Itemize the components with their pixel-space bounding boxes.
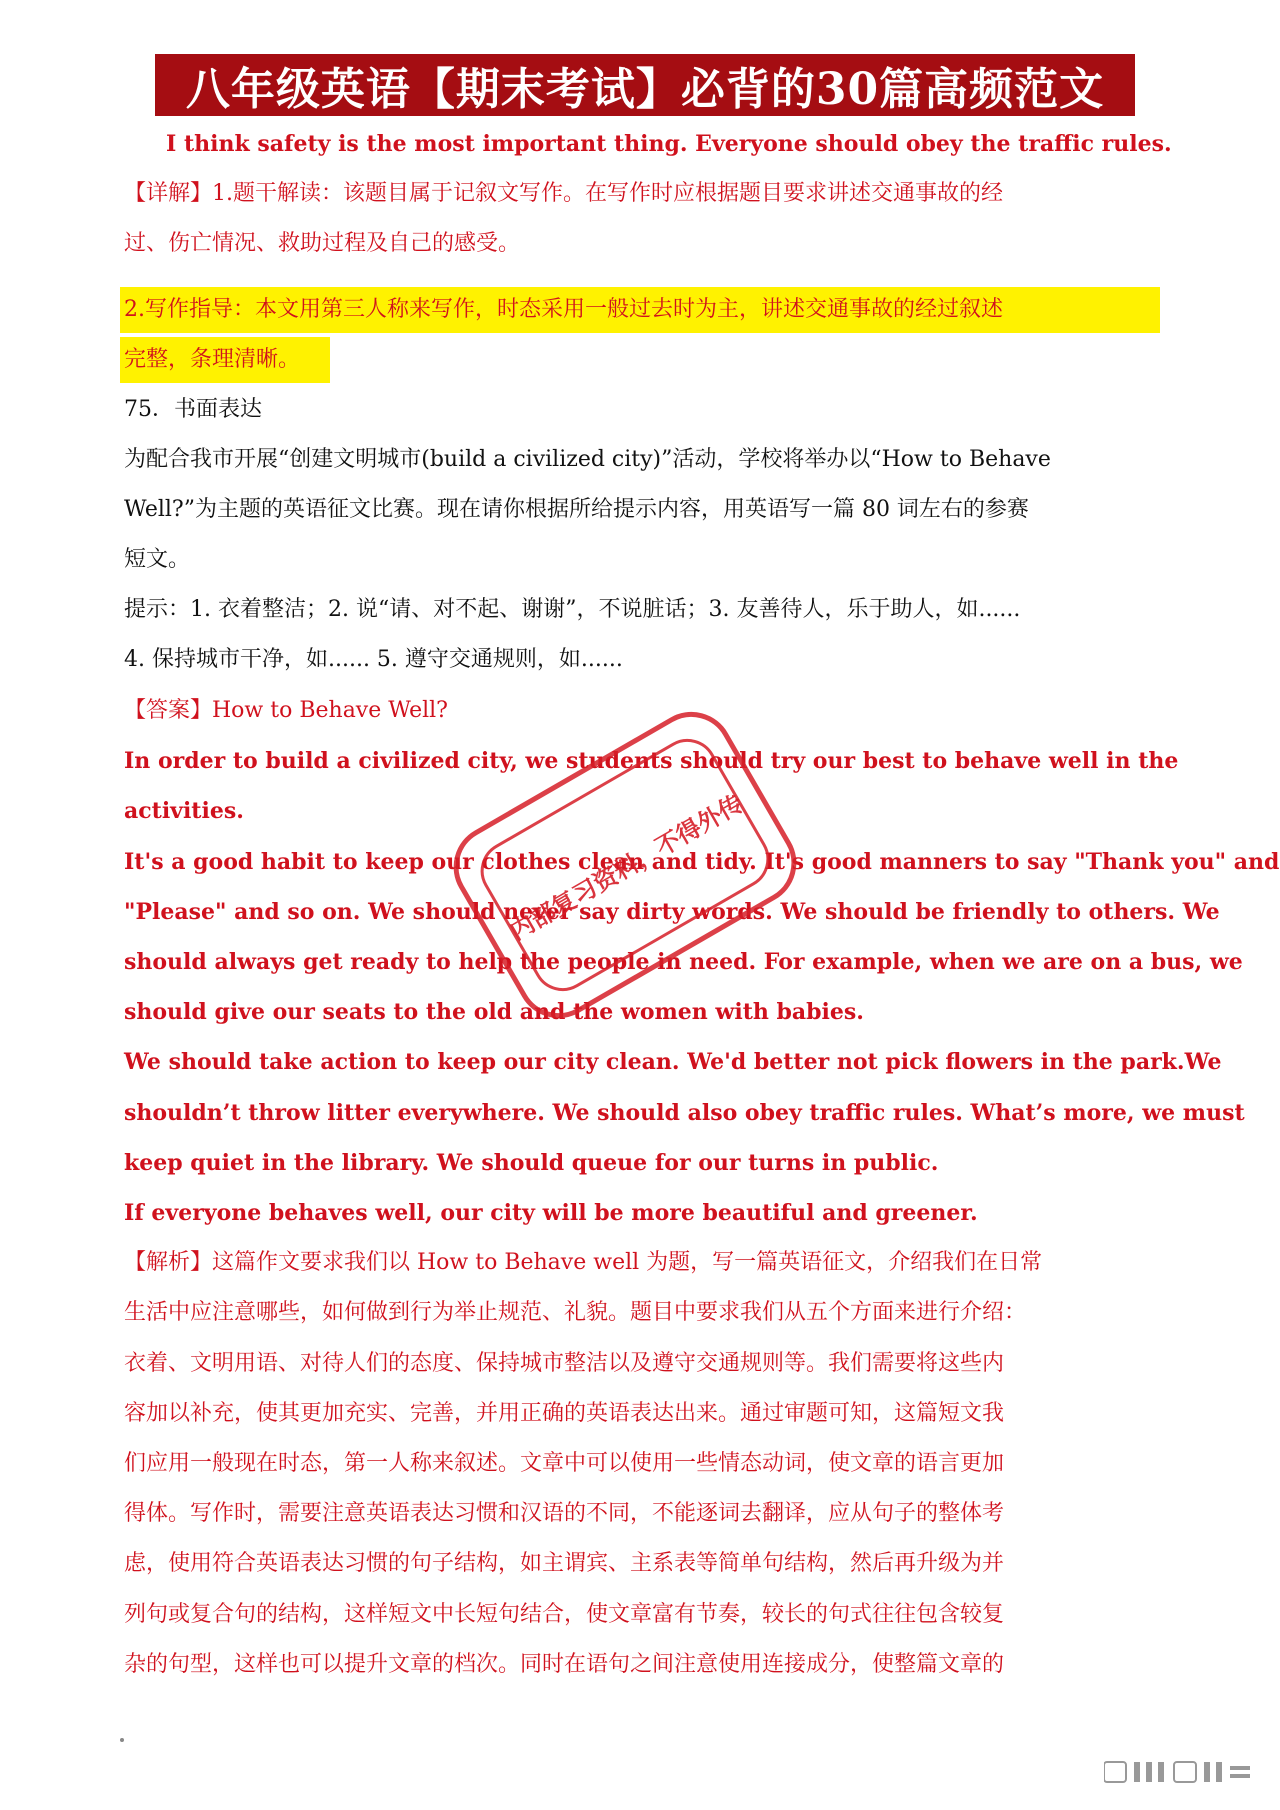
text-line: We should take action to keep our city clean. We'd better not pick flowers in the park.We [124,1049,1222,1075]
text-line: 衣着、文明用语、对待人们的态度、保持城市整洁以及遵守交通规则等。我们需要将这些内 [124,1351,1005,1376]
text-line: 杂的句型，这样也可以提升文章的档次。同时在语句之间注意使用连接成分，使整篇文章的 [124,1652,1005,1677]
question-number: 75．书面表达 [124,397,262,422]
document-title: 八年级英语【期末考试】必背的30篇高频范文 [185,64,1105,115]
text-line: 为配合我市开展“创建文明城市(build a civilized city)”活动，学校将举办以“How to Behave [124,447,1051,472]
text-line: 提示：1. 衣着整洁；2. 说“请、对不起、谢谢”，不说脏话；3. 友善待人，乐于助人，如...... [124,597,1021,622]
text-line: "Please" and so on. We should never say dirty words. We should be friendly to others. We [124,899,1220,925]
page-dot [120,1738,124,1742]
text-line: 【详解】1.题干解读：该题目属于记叙文写作。在写作时应根据题目要求讲述交通事故的经 [124,181,1003,206]
text-line: 短文。 [124,547,191,572]
text-line: 【解析】这篇作文要求我们以 How to Behave well 为题，写一篇英语征文，介绍我们在日常 [124,1250,1043,1275]
text-line: 们应用一般现在时态，第一人称来叙述。文章中可以使用一些情态动词，使文章的语言更加 [124,1451,1005,1476]
text-line: 列句或复合句的结构，这样短文中长短句结合，使文章富有节奏，较长的句式往往包含较复 [124,1602,1005,1627]
answer-heading: 【答案】How to Behave Well? [124,698,448,723]
watermark-logo-icon [1104,1758,1254,1786]
text-line: 过、伤亡情况、救助过程及自己的感受。 [124,231,521,256]
text-line: In order to build a civilized city, we students should try our best to behave well in the [124,748,1179,774]
document-title-banner [155,54,1135,116]
text-line: should always get ready to help the people in need. For example, when we are on a bus, we [124,949,1243,975]
text-line: shouldn’t throw litter everywhere. We should also obey traffic rules. What’s more, we must [124,1100,1245,1126]
text-line: 得体。写作时，需要注意英语表达习惯和汉语的不同，不能逐词去翻译，应从句子的整体考 [124,1501,1005,1526]
text-line: 生活中应注意哪些，如何做到行为举止规范、礼貌。题目中要求我们从五个方面来进行介绍： [124,1300,1027,1325]
text-line: 完整，条理清晰。 [124,347,301,372]
text-line: activities. [124,798,244,824]
text-line: It's a good habit to keep our clothes clean and tidy. It's good manners to say "Thank you" and [124,849,1280,875]
text-line: keep quiet in the library. We should queue for our turns in public. [124,1150,939,1176]
text-line: I think safety is the most important thing. Everyone should obey the traffic rules. [166,131,1172,157]
text-line: should give our seats to the old and the women with babies. [124,999,864,1025]
stamp-text: 内部复习资料，不得外传 [504,789,748,946]
text-line: 2.写作指导：本文用第三人称来写作，时态采用一般过去时为主，讲述交通事故的经过叙述 [124,297,1003,322]
text-line: If everyone behaves well, our city will be more beautiful and greener. [124,1200,978,1226]
text-line: 虑，使用符合英语表达习惯的句子结构，如主谓宾、主系表等简单句结构，然后再升级为并 [124,1551,1005,1576]
text-line: 容加以补充，使其更加充实、完善，并用正确的英语表达出来。通过审题可知，这篇短文我 [124,1401,1005,1426]
text-line: Well?”为主题的英语征文比赛。现在请你根据所给提示内容，用英语写一篇 80 词左右的参赛 [124,497,1029,522]
text-line: 4. 保持城市干净，如...... 5. 遵守交通规则，如...... [124,647,623,672]
